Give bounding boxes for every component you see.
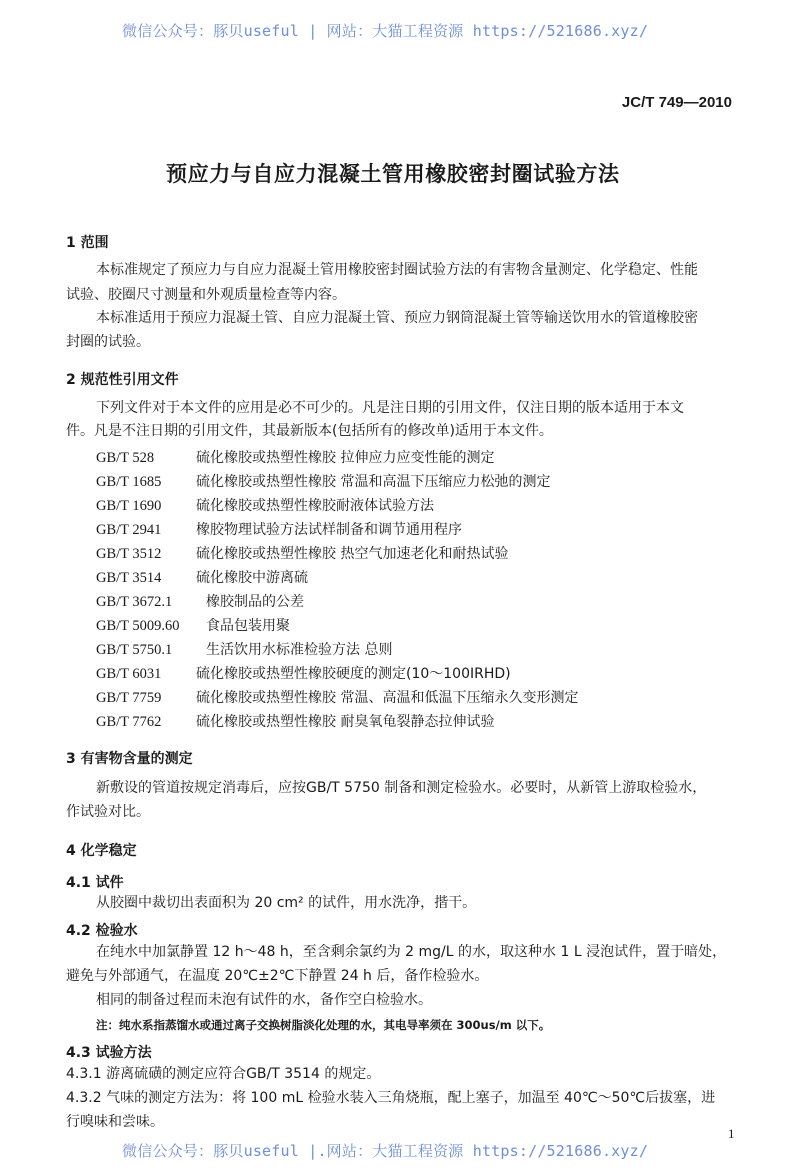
reference-item [96, 447, 494, 467]
reference-code: GB/T 528 [96, 450, 155, 466]
reference-code: GB/T 7762 [96, 714, 162, 730]
section-4-heading: 4 化学稳定 [66, 843, 137, 859]
section-4-3-2-line-1: 4.3.2 气味的测定方法为：将 100 mL 检验水装入三角烧瓶，配上塞子，加温至 40℃～50℃后拔塞，进 [66, 1090, 716, 1106]
reference-title: 硫化橡胶或热塑性橡胶耐液体试验方法 [196, 498, 434, 514]
section-4-1-heading: 4.1 试件 [66, 875, 124, 891]
section-1-paragraph-1-line-1: 本标准规定了预应力与自应力混凝土管用橡胶密封圈试验方法的有害物含量测定、化学稳定、性能 [96, 262, 698, 278]
section-1-paragraph-2-line-2: 封圈的试验。 [66, 334, 150, 350]
section-4-2-heading: 4.2 检验水 [66, 923, 138, 939]
reference-title: 硫化橡胶或热塑性橡胶 拉伸应力应变性能的测定 [196, 450, 495, 466]
reference-title: 硫化橡胶或热塑性橡胶硬度的测定(10～100IRHD) [196, 666, 511, 682]
reference-item [96, 639, 392, 659]
reference-item [96, 495, 434, 515]
reference-title: 橡胶制品的公差 [206, 594, 304, 610]
reference-code: GB/T 3672.1 [96, 594, 173, 610]
section-3-paragraph-line-1: 新敷设的管道按规定消毒后，应按GB/T 5750 制备和测定检验水。必要时，从新管上游取检验水， [96, 780, 707, 796]
section-4-2-line-1: 在纯水中加氯静置 12 h～48 h，至含剩余氯约为 2 mg/L 的水，取这种水 1 L 浸泡试件，置于暗处， [96, 944, 727, 960]
reference-title: 食品包装用聚 [206, 618, 290, 634]
reference-item [96, 711, 494, 731]
reference-code: GB/T 5750.1 [96, 642, 173, 658]
reference-code: GB/T 2941 [96, 522, 162, 538]
section-4-3-heading: 4.3 试验方法 [66, 1045, 152, 1061]
section-1-paragraph-1-line-2: 试验、胶圈尺寸测量和外观质量检查等内容。 [66, 287, 346, 303]
section-3-paragraph-line-2: 作试验对比。 [66, 804, 150, 820]
reference-item [96, 543, 508, 563]
section-4-1-text: 从胶圈中裁切出表面积为 20 cm² 的试件，用水洗净，揩干。 [96, 895, 477, 911]
section-2-paragraph-line-2: 件。凡是不注日期的引用文件，其最新版本(包括所有的修改单)适用于本文件。 [66, 423, 553, 439]
section-4-3-1-text: 4.3.1 游离硫磺的测定应符合GB/T 3514 的规定。 [66, 1066, 381, 1082]
watermark-bottom: 微信公众号：豚贝useful |.网站：大猫工程资源 https://521686.xyz/ [122, 1142, 649, 1160]
reference-code: GB/T 5009.60 [96, 618, 180, 634]
reference-title: 硫化橡胶或热塑性橡胶 耐臭氧龟裂静态拉伸试验 [196, 714, 495, 730]
reference-item [96, 663, 511, 683]
reference-title: 硫化橡胶或热塑性橡胶 热空气加速老化和耐热试验 [196, 546, 509, 562]
section-4-3-2-line-2: 行嗅味和尝味。 [66, 1114, 164, 1130]
reference-item [96, 615, 290, 635]
page-number: 1 [728, 1126, 735, 1141]
reference-title: 硫化橡胶中游离硫 [196, 570, 308, 586]
reference-item [96, 471, 550, 491]
reference-code: GB/T 1690 [96, 498, 162, 514]
reference-code: GB/T 7759 [96, 690, 162, 706]
section-1-heading: 1 范围 [66, 235, 109, 251]
section-1-paragraph-2-line-1: 本标准适用于预应力混凝土管、自应力混凝土管、预应力钢筒混凝土管等输送饮用水的管道橡胶密 [96, 310, 698, 326]
reference-code: GB/T 1685 [96, 474, 162, 490]
section-4-2-line-3: 相同的制备过程而未泡有试件的水，备作空白检验水。 [96, 992, 432, 1008]
reference-code: GB/T 6031 [96, 666, 162, 682]
reference-item [96, 567, 308, 587]
reference-title: 生活饮用水标准检验方法 总则 [206, 642, 393, 658]
section-4-2-line-2: 避免与外部通气，在温度 20℃±2℃下静置 24 h 后，备作检验水。 [66, 968, 489, 984]
section-2-paragraph-line-1: 下列文件对于本文件的应用是必不可少的。凡是注日期的引用文件，仅注日期的版本适用于本文 [96, 400, 684, 416]
reference-title: 硫化橡胶或热塑性橡胶 常温和高温下压缩应力松弛的测定 [196, 474, 551, 490]
reference-code: GB/T 3512 [96, 546, 162, 562]
page-title: 预应力与自应力混凝土管用橡胶密封圈试验方法 [166, 162, 620, 186]
reference-title: 橡胶物理试验方法试样制备和调节通用程序 [196, 522, 462, 538]
reference-item [96, 591, 304, 611]
document-number: JC/T 749—2010 [621, 94, 732, 111]
watermark-top: 微信公众号：豚贝useful | 网站：大猫工程资源 https://521686.xyz/ [122, 22, 649, 40]
section-2-heading: 2 规范性引用文件 [66, 372, 179, 388]
reference-code: GB/T 3514 [96, 570, 162, 586]
reference-item [96, 687, 578, 707]
section-3-heading: 3 有害物含量的测定 [66, 751, 193, 767]
reference-title: 硫化橡胶或热塑性橡胶 常温、高温和低温下压缩永久变形测定 [196, 690, 579, 706]
note: 注：纯水系指蒸馏水或通过离子交换树脂淡化处理的水，其电导率须在 300us/m 以下。 [96, 1018, 551, 1032]
reference-item [96, 519, 462, 539]
